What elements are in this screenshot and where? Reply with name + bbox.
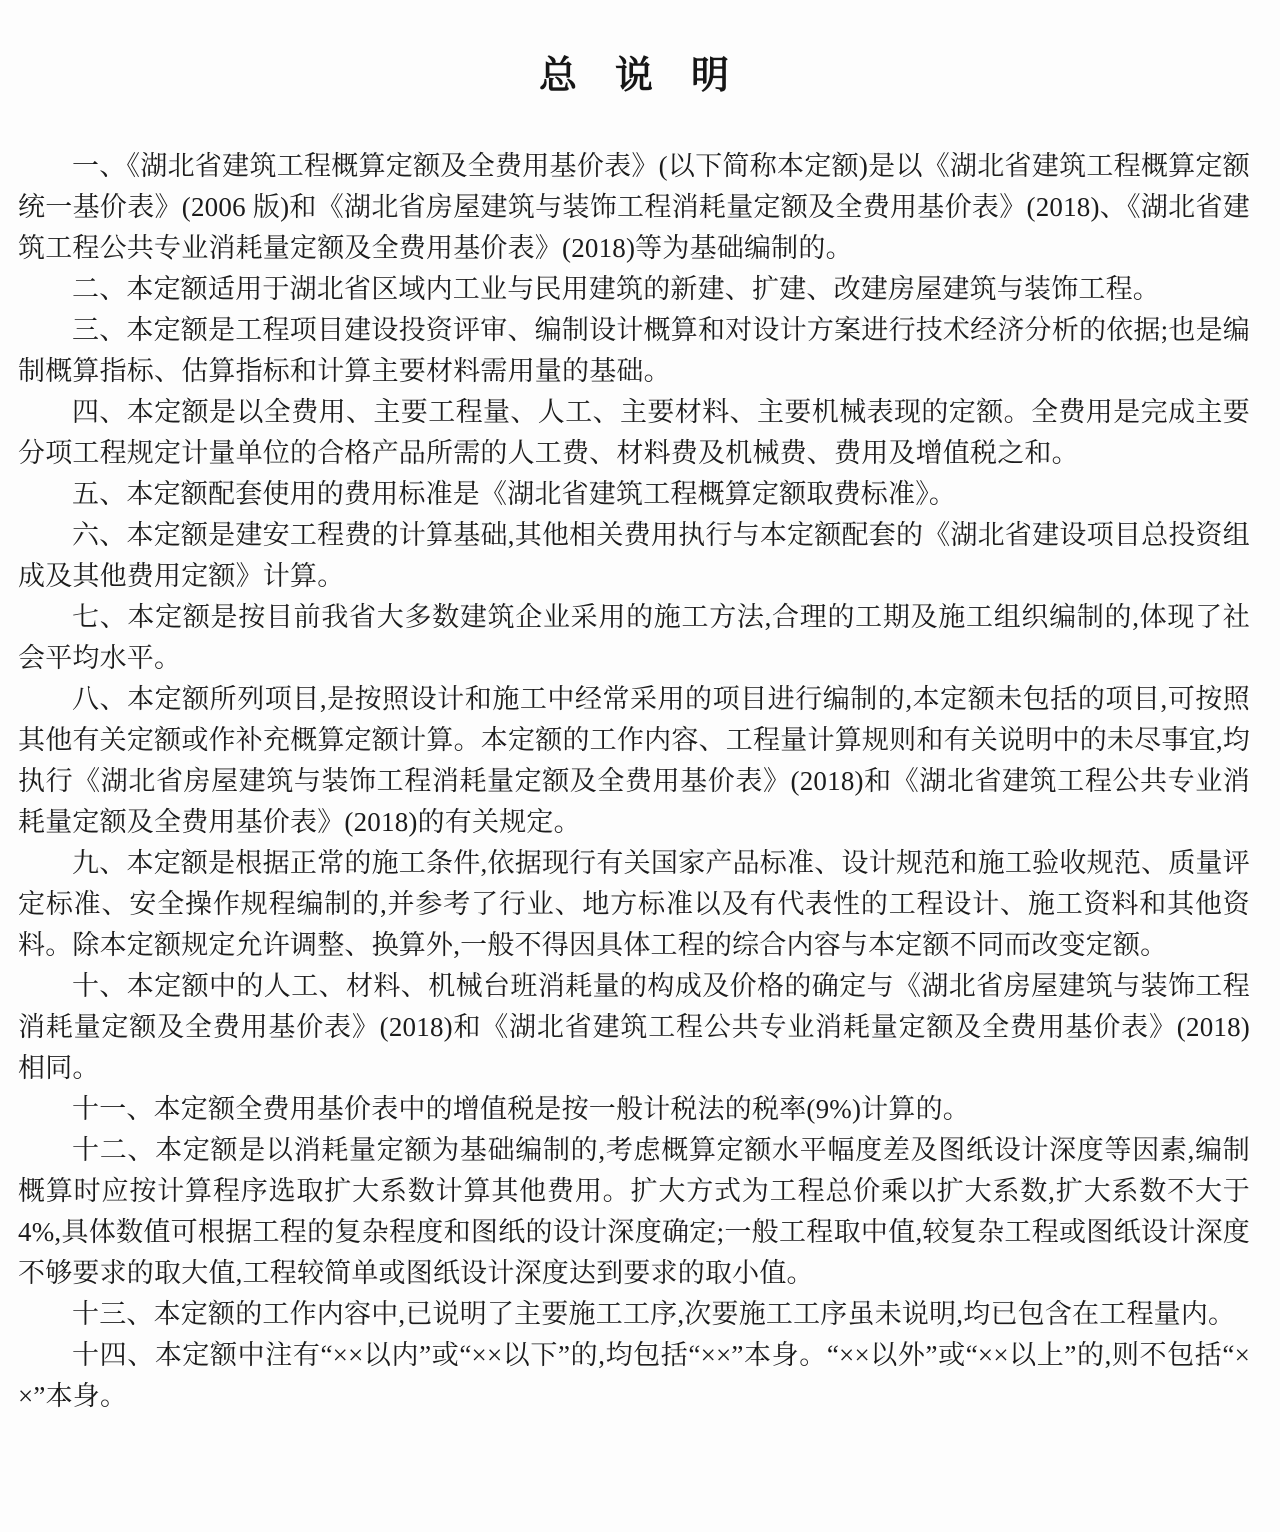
paragraph: 六、本定额是建安工程费的计算基础,其他相关费用执行与本定额配套的《湖北省建设项目总投资组成及其他费用定额》计算。 <box>18 520 1250 591</box>
paragraph: 二、本定额适用于湖北省区域内工业与民用建筑的新建、扩建、改建房屋建筑与装饰工程。 <box>72 274 1160 304</box>
document-body <box>18 146 1250 1417</box>
paragraph: 七、本定额是按目前我省大多数建筑企业采用的施工方法,合理的工期及施工组织编制的,体现了社会平均水平。 <box>18 602 1250 673</box>
paragraph: 十四、本定额中注有“××以内”或“××以下”的,均包括“××”本身。“××以外”或“××以上”的,则不包括“××”本身。 <box>18 1340 1250 1411</box>
paragraph: 十三、本定额的工作内容中,已说明了主要施工工序,次要施工工序虽未说明,均已包含在工程量内。 <box>72 1299 1236 1329</box>
paragraph: 十、本定额中的人工、材料、机械台班消耗量的构成及价格的确定与《湖北省房屋建筑与装饰工程消耗量定额及全费用基价表》(2018)和《湖北省建筑工程公共专业消耗量定额及全费用基价表》(2018)相同。 <box>18 971 1250 1083</box>
paragraph: 五、本定额配套使用的费用标准是《湖北省建筑工程概算定额取费标准》。 <box>72 479 957 509</box>
paragraph: 八、本定额所列项目,是按照设计和施工中经常采用的项目进行编制的,本定额未包括的项目,可按照其他有关定额或作补充概算定额计算。本定额的工作内容、工程量计算规则和有关说明中的未尽事宜,均执行《湖北省房屋建筑与装饰工程消耗量定额及全费用基价表》(2018)和《湖北省建筑工程公共专业消耗量定额及全费用基价表》(2018)的有关规定。 <box>18 684 1250 837</box>
paragraph: 三、本定额是工程项目建设投资评审、编制设计概算和对设计方案进行技术经济分析的依据;也是编制概算指标、估算指标和计算主要材料需用量的基础。 <box>18 315 1250 386</box>
page-title: 总 说 明 <box>538 55 729 97</box>
paragraph: 一、《湖北省建筑工程概算定额及全费用基价表》(以下简称本定额)是以《湖北省建筑工程概算定额统一基价表》(2006 版)和《湖北省房屋建筑与装饰工程消耗量定额及全费用基价表》(2018)、《湖北省建筑工程公共专业消耗量定额及全费用基价表》(2018)等为基础编制的。 <box>18 151 1250 263</box>
paragraph: 四、本定额是以全费用、主要工程量、人工、主要材料、主要机械表现的定额。全费用是完成主要分项工程规定计量单位的合格产品所需的人工费、材料费及机械费、费用及增值税之和。 <box>18 397 1250 468</box>
paragraph: 九、本定额是根据正常的施工条件,依据现行有关国家产品标准、设计规范和施工验收规范、质量评定标准、安全操作规程编制的,并参考了行业、地方标准以及有代表性的工程设计、施工资料和其他资料。除本定额规定允许调整、换算外,一般不得因具体工程的综合内容与本定额不同而改变定额。 <box>18 848 1250 960</box>
paragraph: 十一、本定额全费用基价表中的增值税是按一般计税法的税率(9%)计算的。 <box>72 1094 970 1124</box>
paragraph: 十二、本定额是以消耗量定额为基础编制的,考虑概算定额水平幅度差及图纸设计深度等因素,编制概算时应按计算程序选取扩大系数计算其他费用。扩大方式为工程总价乘以扩大系数,扩大系数不大于 4%,具体数值可根据工程的复杂程度和图纸的设计深度确定;一般工程取中值,较复杂工程或图纸设计深度不够要求的取大值,工程较简单或图纸设计深度达到要求的取小值。 <box>18 1135 1250 1288</box>
